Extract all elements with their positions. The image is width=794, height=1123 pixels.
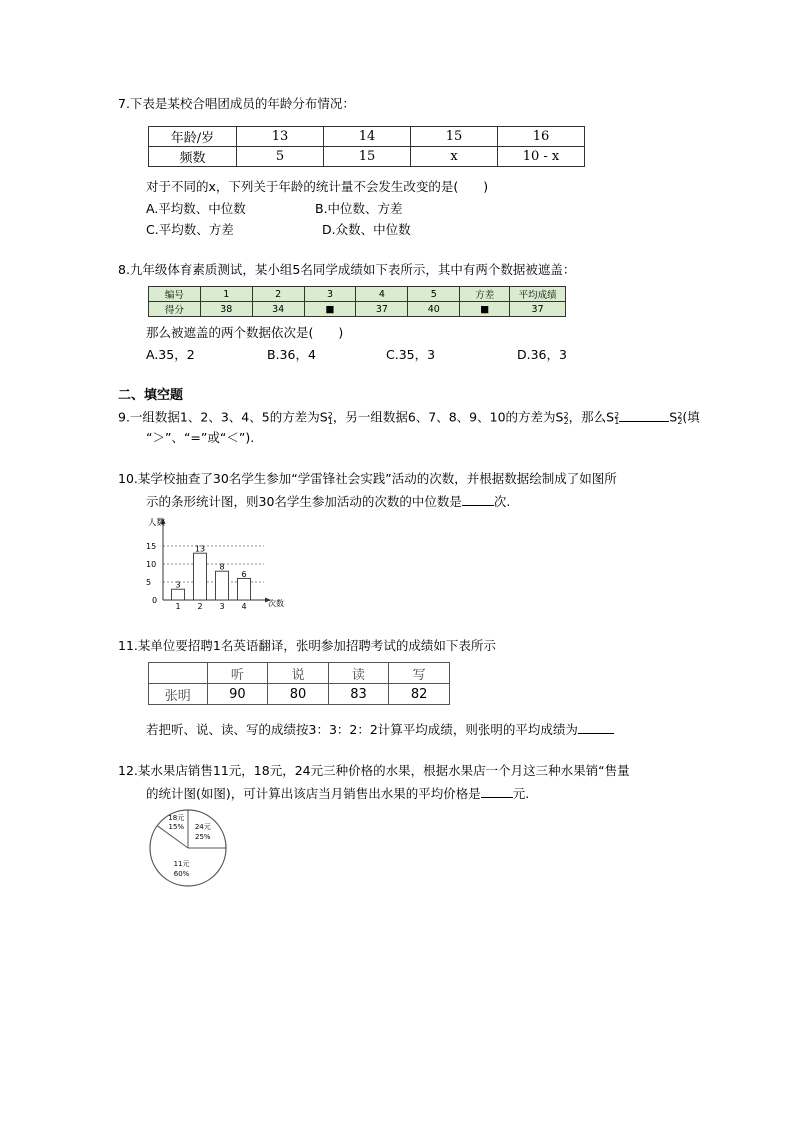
bar — [216, 571, 229, 600]
q9-sub: 2 — [563, 417, 569, 427]
q11-stem: 11.某单位要招聘1名英语翻译，张明参加招聘考试的成绩如下表所示 — [118, 638, 496, 653]
bar-data-label: 13 — [194, 544, 206, 554]
q12-text: 元. — [512, 786, 530, 801]
q11-table — [148, 662, 450, 705]
q7-question: 对于不同的x，下列关于年龄的统计量不会发生改变的是( ) — [146, 179, 489, 194]
q10-answer-blank[interactable] — [462, 491, 494, 506]
q7-cell: 频数 — [149, 147, 237, 167]
q7-table — [148, 126, 585, 167]
q9-line2: “＞”、“=”或“＜”). — [146, 430, 255, 445]
q11-header-cell: 听 — [207, 663, 268, 684]
x-tick-label: 4 — [241, 602, 247, 611]
q11-header-cell — [149, 663, 208, 684]
x-tick-label: 1 — [175, 602, 181, 611]
x-axis-label: 次数 — [268, 599, 284, 608]
q8-cell: ■ — [304, 302, 356, 317]
q8-cell: 方差 — [460, 287, 510, 302]
y-axis-label: 人数 — [148, 518, 166, 528]
q9-text: 9.一组数据1、2、3、4、5的方差为S — [118, 409, 328, 425]
section-title: 二、填空题 — [118, 388, 184, 403]
x-tick-label: 3 — [219, 602, 225, 611]
q8-cell: 1 — [200, 287, 252, 302]
pie-slice-label: 24元 — [194, 823, 211, 832]
q9-sub: 2 — [677, 417, 683, 427]
q7-cell: 14 — [323, 127, 410, 147]
q9-answer-blank[interactable] — [619, 407, 669, 422]
q12-pie-chart — [146, 806, 230, 890]
pie-slice-percent: 15% — [168, 822, 185, 831]
q7-cell: 16 — [497, 127, 584, 147]
q12-line2 — [146, 783, 529, 804]
pie-slice-percent: 25% — [194, 833, 211, 842]
q12-line1: 12.某水果店销售11元，18元，24元三种价格的水果，根据水果店一个月这三种水果销“售量 — [118, 763, 630, 778]
q9-sub: 1 — [327, 417, 333, 427]
q9-sup: 2 — [677, 411, 683, 420]
q7-cell: 15 — [323, 147, 410, 167]
q7-cell: 5 — [236, 147, 323, 167]
q9-sup: 2 — [563, 411, 569, 420]
q9-sup: 2 — [614, 411, 620, 420]
q11-cell: 张明 — [149, 684, 208, 705]
q9-sub: 1 — [614, 417, 620, 427]
q9-text: (填 — [682, 409, 700, 425]
pie-slice-label: 11元 — [173, 859, 190, 868]
q11-cell: 80 — [268, 684, 329, 705]
y-tick-label: 5 — [146, 578, 152, 587]
q8-option-d: D.36，3 — [517, 347, 567, 362]
q9-text: ，另一组数据6、7、8、9、10的方差为S — [332, 409, 564, 425]
q8-option-a: A.35，2 — [146, 347, 195, 362]
q8-table — [148, 286, 566, 317]
q11-cell: 82 — [389, 684, 450, 705]
q11-header-cell: 读 — [328, 663, 389, 684]
x-tick-label: 2 — [197, 602, 203, 611]
q8-question: 那么被遮盖的两个数据依次是( ) — [146, 325, 344, 340]
q9-text: ，那么S — [568, 409, 615, 425]
q11-header-cell: 说 — [268, 663, 329, 684]
q8-cell: 4 — [356, 287, 408, 302]
q8-cell: ■ — [460, 302, 510, 317]
bar-data-label: 3 — [175, 580, 181, 590]
q7-option-b: B.中位数、方差 — [315, 201, 403, 216]
q8-cell: 38 — [200, 302, 252, 317]
q9-text: S — [669, 409, 678, 425]
q11-header-cell: 写 — [389, 663, 450, 684]
y-tick-label: 15 — [146, 542, 157, 551]
q7-option-c: C.平均数、方差 — [146, 222, 234, 237]
q10-line1: 10.某学校抽查了30名学生参加“学雷锋社会实践”活动的次数，并根据数据绘制成了如图所 — [118, 471, 617, 486]
q8-cell: 37 — [356, 302, 408, 317]
bar-data-label: 6 — [241, 569, 247, 579]
q10-bar-chart — [142, 516, 292, 612]
q12-answer-blank[interactable] — [481, 783, 513, 798]
q10-text: 次. — [493, 494, 511, 509]
q11-text: 若把听、说、读、写的成绩按3：3：2：2计算平均成绩，则张明的平均成绩为 — [146, 722, 578, 737]
q8-cell: 34 — [252, 302, 304, 317]
y-tick-label: 10 — [146, 560, 157, 569]
q8-cell: 3 — [304, 287, 356, 302]
bar — [194, 553, 207, 600]
q8-cell: 平均成绩 — [510, 287, 566, 302]
q9-sup: 2 — [327, 411, 333, 420]
q7-cell: x — [410, 147, 497, 167]
q10-text: 示的条形统计图，则30名学生参加活动的次数的中位数是 — [146, 494, 462, 509]
q8-option-c: C.35，3 — [386, 347, 436, 362]
bar — [172, 589, 185, 600]
q7-cell: 10 - x — [497, 147, 584, 167]
q7-cell: 13 — [236, 127, 323, 147]
q8-option-b: B.36，4 — [267, 347, 316, 362]
q8-cell: 编号 — [149, 287, 201, 302]
q11-question — [146, 719, 614, 740]
q12-text: 的统计图(如图)，可计算出该店当月销售出水果的平均价格是 — [146, 786, 481, 801]
q8-cell: 5 — [408, 287, 460, 302]
q11-cell: 90 — [207, 684, 268, 705]
q8-cell: 得分 — [149, 302, 201, 317]
pie-slice-percent: 60% — [173, 869, 190, 878]
q7-stem: 7.下表是某校合唱团成员的年龄分布情况： — [118, 96, 355, 111]
q7-option-a: A.平均数、中位数 — [146, 201, 246, 216]
pie-slice-label: 18元 — [168, 813, 185, 822]
q10-line2 — [146, 491, 510, 512]
q7-option-d: D.众数、中位数 — [322, 222, 411, 237]
q7-cell: 15 — [410, 127, 497, 147]
q8-cell: 40 — [408, 302, 460, 317]
bar-data-label: 8 — [219, 562, 225, 572]
q8-cell: 37 — [510, 302, 566, 317]
q7-cell: 年龄/岁 — [149, 127, 237, 147]
chart-grid — [163, 546, 264, 582]
q11-cell: 83 — [328, 684, 389, 705]
y-tick-label: 0 — [152, 596, 158, 605]
q11-answer-blank[interactable] — [578, 719, 614, 734]
bar — [238, 578, 251, 600]
q8-stem: 8.九年级体育素质测试，某小组5名同学成绩如下表所示，其中有两个数据被遮盖： — [118, 262, 576, 277]
q8-cell: 2 — [252, 287, 304, 302]
